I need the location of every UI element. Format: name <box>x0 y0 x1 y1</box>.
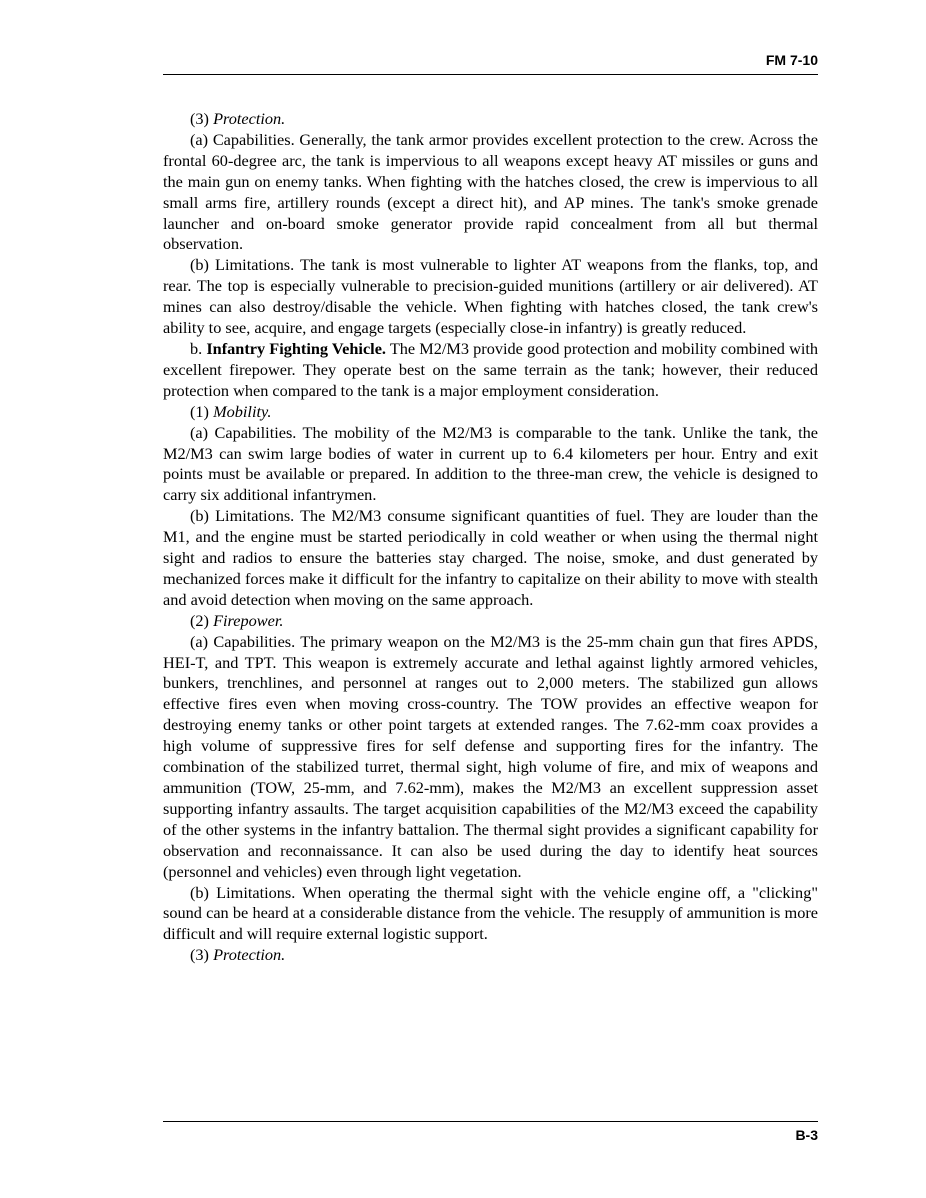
paragraph-mobility-limitations: (b) Limitations. The M2/M3 consume significant quantities of fuel. They are louder than the M1, and the engine must be started periodically in cold weather or when using the thermal night sight and radios to ensure the batteries stay charged. The noise, smoke, and dust generated by mechanized forces make it difficult for the infantry to capitalize on their ability to move with stealth and avoid detection when moving on the same approach. <box>163 506 818 609</box>
section-intro-text: The M2/M3 provide good protection and mobility combined with excellent firepower. They operate best on the same terrain as the tank; however, their reduced protection when compared to the tank is a major employment consideration. <box>163 338 819 400</box>
section-infantry-fighting-vehicle <box>163 339 818 402</box>
subheading-title: Firepower. <box>213 610 284 630</box>
subheading-mobility <box>163 402 818 423</box>
footer-rule <box>163 1121 818 1122</box>
running-header: FM 7-10 <box>765 52 818 68</box>
header-rule <box>163 74 818 75</box>
paragraph-firepower-capabilities: (a) Capabilities. The primary weapon on the M2/M3 is the 25-mm chain gun that fires APDS, HEI-T, and TPT. This weapon is extremely accurate and lethal against lightly armored vehicles, bunkers, trenchlines, and personnel at ranges out to 2,000 meters. The stabilized gun allows effective fires even when moving cross-country. The TOW provides an effective weapon for destroying enemy tanks or other point targets at extended ranges. The 7.62-mm coax provides a high volume of suppressive fires for self defense and supporting fires for the infantry. The combination of the stabilized turret, thermal sight, high volume of fire, and mix of weapons and ammunition (TOW, 25-mm, and 7.62-mm), makes the M2/M3 an excellent suppression asset supporting infantry assaults. The target acquisition capabilities of the M2/M3 exceed the capability of the other systems in the infantry battalion. The thermal sight provides a significant capability for observation and reconnaissance. It can also be used during the day to identify heat sources (personnel and vehicles) even through light vegetation. <box>163 631 818 881</box>
subheading-number: (3) <box>190 109 214 128</box>
subheading-protection-ifv <box>163 945 818 966</box>
section-title: Infantry Fighting Vehicle. <box>206 338 387 358</box>
paragraph-mobility-capabilities: (a) Capabilities. The mobility of the M2/M3 is comparable to the tank. Unlike the tank, the M2/M3 can swim large bodies of water in current up to 6.4 kilometers per hour. Entry and exit points must be available or prepared. In addition to the three-man crew, the vehicle is designed to carry six additional infantrymen. <box>163 422 818 505</box>
section-letter: b. <box>190 338 207 358</box>
subheading-number: (3) <box>190 945 214 965</box>
subheading-title: Mobility. <box>213 401 272 421</box>
subheading-number: (2) <box>190 610 214 630</box>
subheading-title: Protection. <box>213 109 286 128</box>
paragraph-tank-protection-capabilities: (a) Capabilities. Generally, the tank armor provides excellent protection to the crew. Across the frontal 60-degree arc, the tank is impervious to all weapons except heavy AT missiles or guns and the main gun on enemy tanks. When fighting with the hatches closed, the crew is impervious to all small arms fire, artillery rounds (except a direct hit), and AP mines. The tank's smoke grenade launcher and on-board smoke generator provide rapid concealment from all but thermal observation. <box>163 129 818 254</box>
paragraph-tank-protection-limitations: (b) Limitations. The tank is most vulnerable to lighter AT weapons from the flanks, top, and rear. The top is especially vulnerable to precision-guided munitions (artillery or air delivered). AT mines can also destroy/disable the vehicle. When fighting with hatches closed, the tank crew's ability to see, acquire, and engage targets (especially close-in infantry) is greatly reduced. <box>163 255 818 338</box>
subheading-firepower <box>163 611 818 632</box>
page-number: B-3 <box>795 1127 818 1143</box>
page-body <box>163 109 818 966</box>
subheading-protection <box>163 109 818 130</box>
subheading-number: (1) <box>190 401 214 421</box>
paragraph-firepower-limitations: (b) Limitations. When operating the thermal sight with the vehicle engine off, a "clicking" sound can be heard at a considerable distance from the vehicle. The resupply of ammunition is more difficult and will require external logistic support. <box>163 882 818 944</box>
subheading-title: Protection. <box>213 945 286 965</box>
